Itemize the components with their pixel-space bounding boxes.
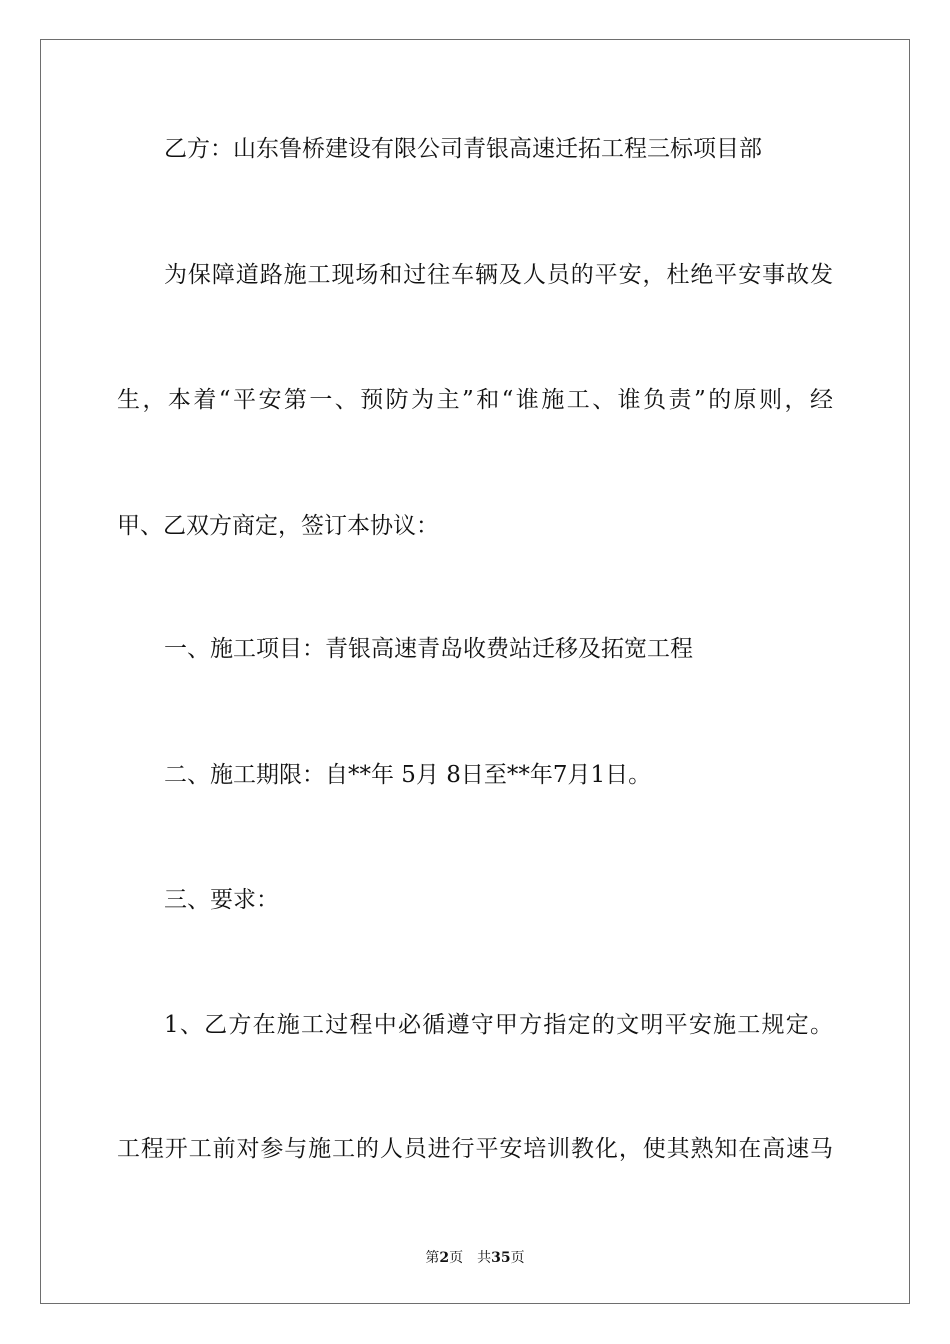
footer-page-suffix: 页 (449, 1250, 464, 1266)
text-line-period: 二、施工期限：自**年 5月 8日至**年7月1日。 (164, 762, 652, 788)
text-line-party-b: 乙方：山东鲁桥建设有限公司青银高速迁拓工程三标项目部 (164, 136, 762, 162)
text-line-purpose-2: 生，本着“平安第一、预防为主”和“谁施工、谁负责”的原则，经 (117, 387, 833, 413)
text-line-requirement-1-cont: 工程开工前对参与施工的人员进行平安培训教化，使其熟知在高速马 (117, 1136, 833, 1162)
page-footer (0, 1249, 950, 1267)
text-line-purpose-1: 为保障道路施工现场和过往车辆及人员的平安，杜绝平安事故发 (164, 262, 833, 288)
page-border (40, 39, 910, 1304)
text-line-requirements: 三、要求： (164, 887, 279, 913)
footer-page-prefix: 第 (425, 1250, 440, 1266)
text-line-purpose-3: 甲、乙双方商定，签订本协议： (117, 513, 439, 539)
text-line-requirement-1: 1、乙方在施工过程中必循遵守甲方指定的文明平安施工规定。 (164, 1012, 833, 1038)
footer-page-number: 2 (439, 1250, 450, 1266)
footer-total-prefix: 共 (477, 1250, 492, 1266)
footer-total-pages: 35 (491, 1250, 511, 1266)
text-line-project: 一、施工项目：青银高速青岛收费站迁移及拓宽工程 (164, 636, 693, 662)
footer-total-suffix: 页 (510, 1250, 525, 1266)
